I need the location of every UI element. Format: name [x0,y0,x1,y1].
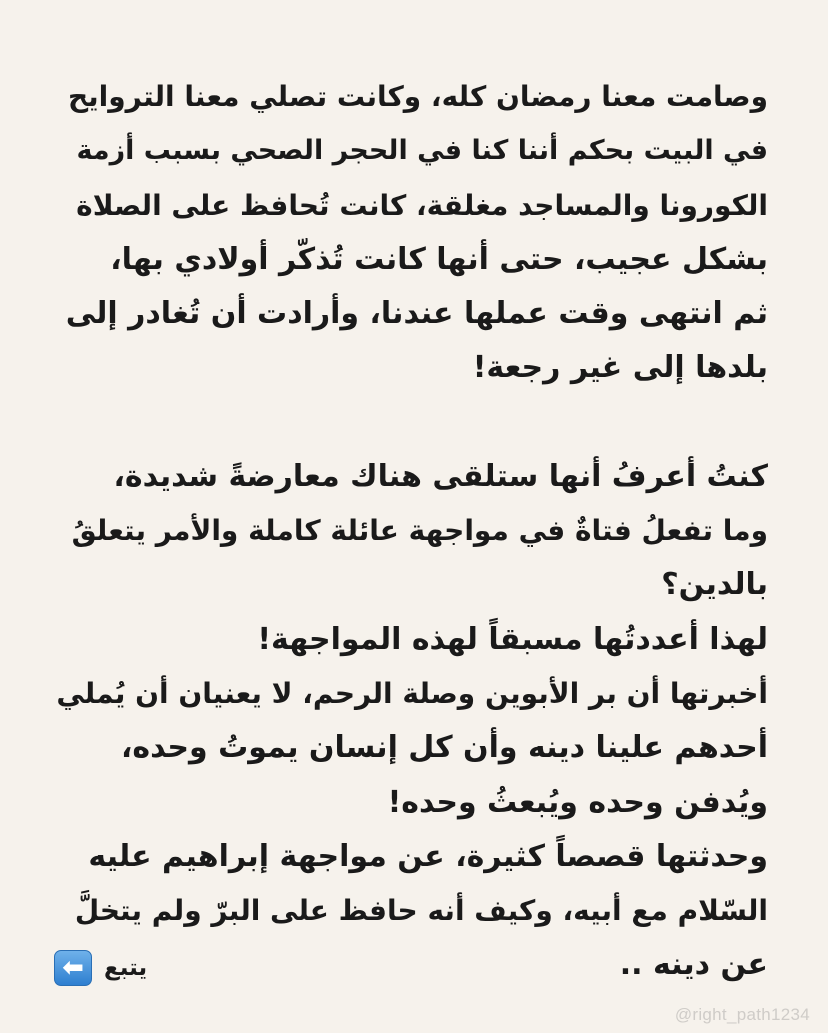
text-line: في البيت بحكم أننا كنا في الحجر الصحي بسبب أزمة [76,135,768,167]
text-line: عن دينه .. [619,947,768,983]
left-arrow-icon[interactable]: ⬅ [54,950,92,986]
paragraph-2 [52,450,768,993]
text-line: بالدين؟ [661,567,768,603]
watermark: @right_path1234 [674,1005,810,1024]
text-line: الكورونا والمساجد مغلقة، كانت تُحافظ على الصلاة [76,188,768,222]
text-line: وصامت معنا رمضان كله، وكانت تصلي معنا التروايح [67,80,768,113]
text-line: أحدهم علينا دينه وأن كل إنسان يموتُ وحده، [120,730,768,766]
text-line: السّلام مع أبيه، وكيف أنه حافظ على البرّ ولم يتخلَّ [74,894,768,928]
text-line: أخبرتها أن بر الأبوين وصلة الرحم، لا يعنيان أن يُملي [56,676,768,710]
article-body [52,70,768,993]
text-line: وما تفعلُ فتاةٌ في مواجهة عائلة كاملة والأمر يتعلقُ [71,514,768,548]
text-line: كنتُ أعرفُ أنها ستلقى هناك معارضةً شديدة، [113,458,768,494]
text-line: ويُدفن وحده ويُبعثُ وحده! [387,784,768,820]
paragraph-1 [52,70,768,396]
text-line: وحدثتها قصصاً كثيرة، عن مواجهة إبراهيم عليه [88,838,768,874]
continue-footer[interactable] [54,950,147,986]
paragraph-spacer [52,396,768,450]
text-line: ثم انتهى وقت عملها عندنا، وأرادت أن تُغادر إلى [65,296,768,332]
text-line: لهذا أعددتُها مسبقاً لهذه المواجهة! [257,621,768,657]
continue-label: يتبع [104,955,148,981]
text-line: بلدها إلى غير رجعة! [472,350,768,386]
text-line: بشكل عجيب، حتى أنها كانت تُذكّر أولادي بها، [110,241,768,277]
